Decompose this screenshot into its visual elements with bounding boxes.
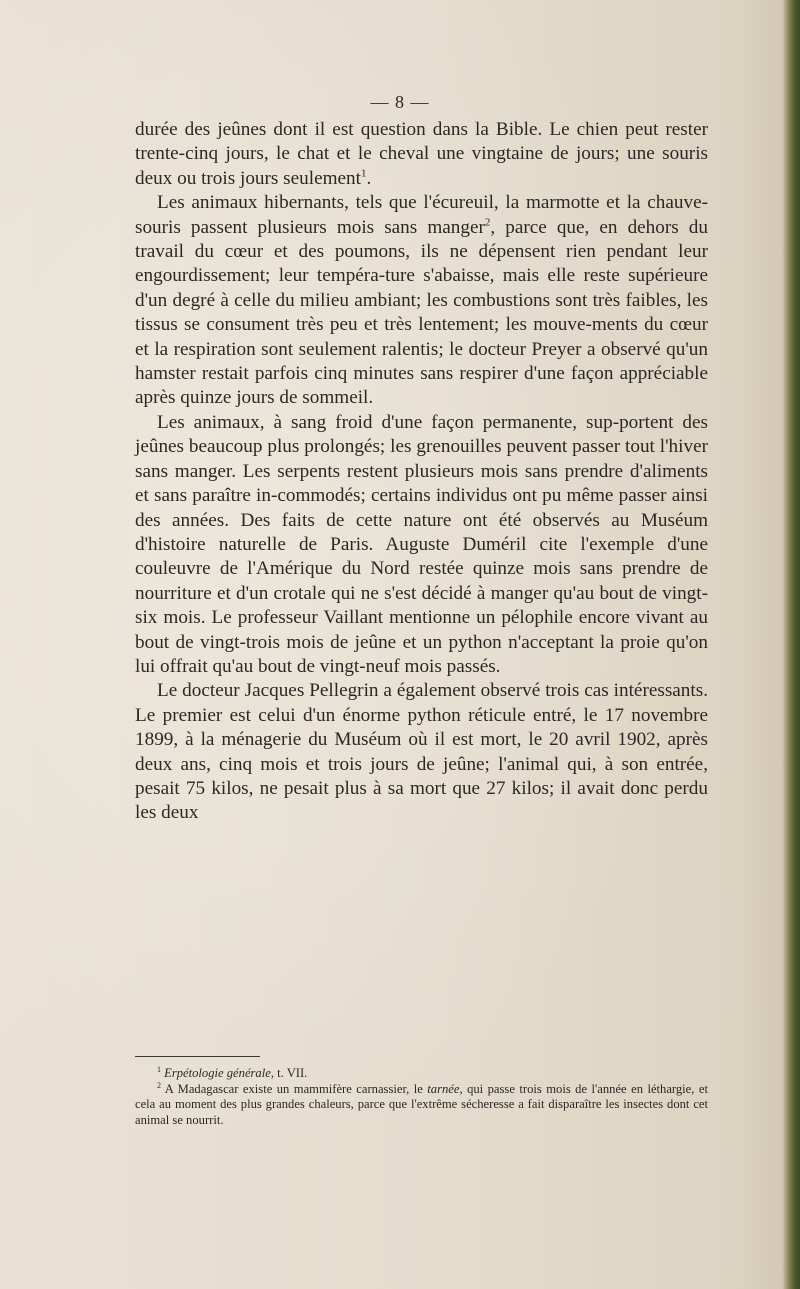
footnote-divider bbox=[135, 1056, 260, 1057]
footnote-2-text-b: , qui passe trois mois de l'année en léthargie, et cela au moment des plus grandes chaleurs, parce que l'extrême sécheresse a fait disparaître les insectes dont cet animal se nourrit. bbox=[135, 1081, 708, 1127]
footnote-2-text-a: A Madagascar existe un mammifère carnassier, le bbox=[164, 1081, 428, 1096]
paragraph-1-text: durée des jeûnes dont il est question dans la Bible. Le chien peut rester trente-cinq jours, le chat et le cheval une vingtaine de jours; une souris deux ou trois jours seulement bbox=[135, 119, 708, 189]
footnote-ref-2: 2 bbox=[484, 216, 491, 229]
paragraph-2-text-b: , parce que, en dehors du travail du cœur et des poumons, ils ne dépensent rien pendant leur engourdissement; leur tempéra-ture s'abaisse, mais elle reste supérieure d'un degré à celle du milieu ambiant; les combustions sont très faibles, les tissus se consument très peu et très lentement; les mouve-ments du cœur et la respiration sont seulement ralentis; le docteur Preyer a observé qu'un hamster restait parfois cinq minutes sans respirer d'une façon appréciable après quinze jours de sommeil. bbox=[135, 216, 708, 409]
paragraph-2 bbox=[135, 191, 708, 411]
footnote-1-title: Erpétologie générale bbox=[164, 1066, 271, 1080]
paragraph-2-text-a: Les animaux hibernants, tels que l'écureuil, la marmotte et la chauve-souris passent plusieurs mois sans manger bbox=[135, 192, 708, 238]
footnote-1-text: , t. VII. bbox=[270, 1066, 308, 1080]
footnote-2-mark: 2 bbox=[157, 1080, 161, 1090]
footnote-2 bbox=[135, 1082, 708, 1129]
footnotes bbox=[135, 1066, 708, 1128]
paragraph-3: Les animaux, à sang froid d'une façon permanente, sup-portent des jeûnes beaucoup plus prolongés; les grenouilles peuvent passer tout l'hiver sans manger. Les serpents restent plusieurs mois sans prendre d'aliments et sans paraître in-commodés; certains individus ont pu même passer ainsi des années. Des faits de cette nature ont été observés au Muséum d'histoire naturelle de Paris. Auguste Duméril cite l'exemple d'une couleuvre de l'Amérique du Nord restée quinze mois sans prendre de nourriture et d'un crotale qui ne s'est décidé à manger qu'au bout de vingt-six mois. Le professeur Vaillant mentionne un pélophile encore vivant au bout de vingt-trois mois de jeûne et un python n'acceptant la proie qu'on lui offrait qu'au bout de vingt-neuf mois passés. bbox=[135, 411, 708, 677]
page-number: — 8 — bbox=[370, 92, 430, 112]
paragraph-1 bbox=[135, 118, 708, 191]
footnote-1 bbox=[135, 1066, 708, 1082]
binding-edge bbox=[782, 0, 800, 1289]
footnote-2-term: tarnée bbox=[427, 1081, 460, 1096]
footnote-1-mark: 1 bbox=[157, 1064, 161, 1074]
paragraph-4: Le docteur Jacques Pellegrin a également observé trois cas intéressants. Le premier est celui d'un énorme python réticule entré, le 17 novembre 1899, à la ménagerie du Muséum où il est mort, le 20 avril 1902, après deux ans, cinq mois et trois jours de jeûne; l'animal qui, à son entrée, pesait 75 kilos, ne pesait plus à sa mort que 27 kilos; il avait donc perdu les deux bbox=[135, 680, 708, 824]
paragraph-1-end: . bbox=[366, 167, 372, 189]
body-text bbox=[135, 118, 708, 826]
footnote-ref-1: 1 bbox=[360, 167, 367, 180]
